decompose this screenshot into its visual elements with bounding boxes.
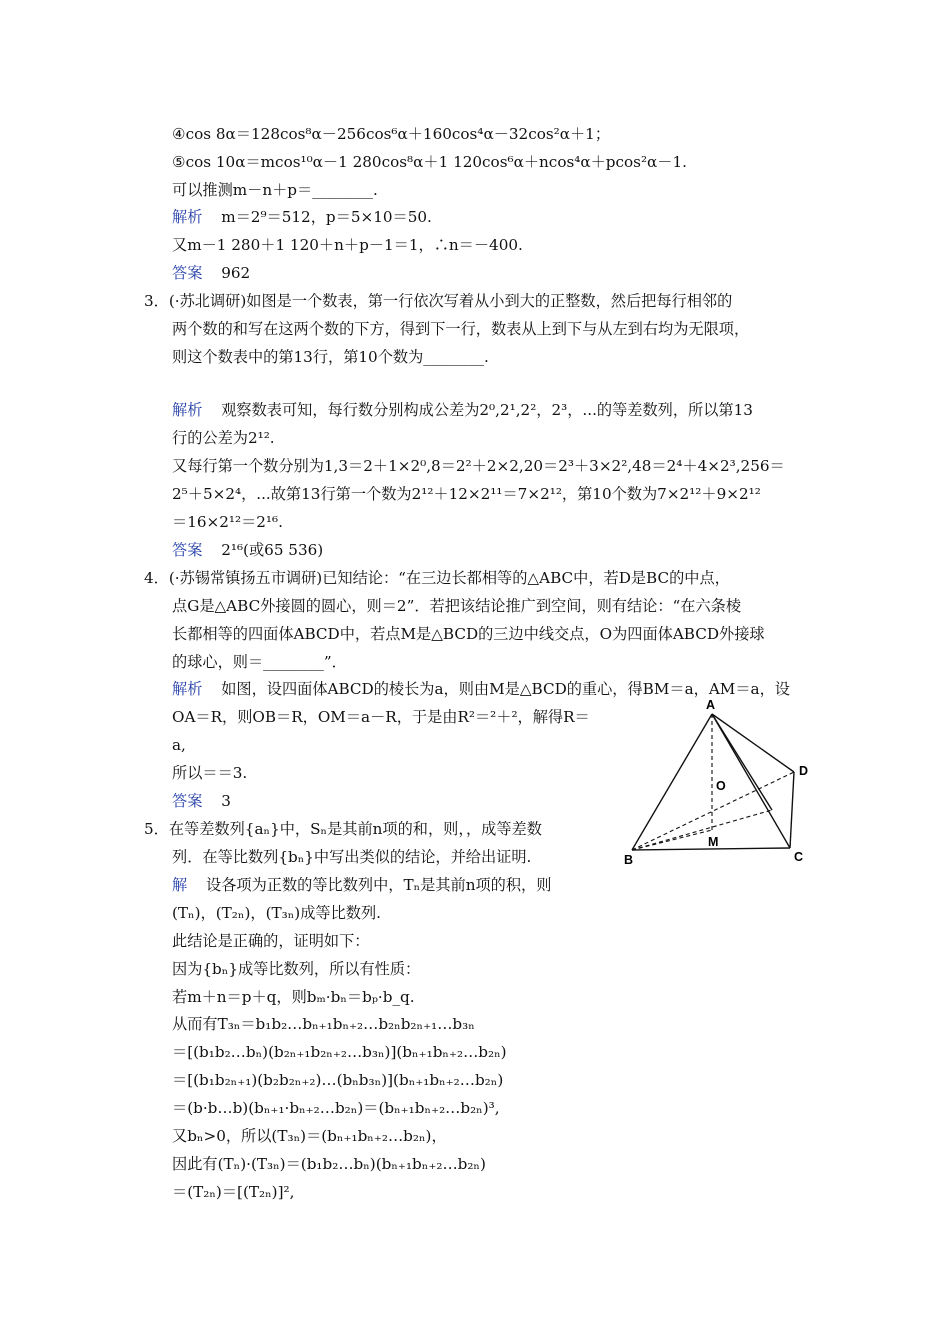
- inference-question: 可以推测m－n＋p＝________.: [172, 181, 378, 199]
- tetrahedron-edges: [632, 714, 794, 850]
- q3-analysis-text: 观察数表可知，每行数分别构成公差为2⁰,2¹,2²，2³，...的等差数列，所以第13: [221, 401, 753, 419]
- q3-analysis-label: 解析: [172, 401, 203, 419]
- q4-analysis-label: 解析: [172, 680, 203, 698]
- analysis-label: 解析: [172, 208, 203, 226]
- vertex-D-label: D: [799, 764, 809, 778]
- point-M-label: M: [708, 835, 719, 849]
- q4-analysis-text: 如图，设四面体ABCD的棱长为a，则由M是△BCD的重心，得BM＝a，AM＝a，设: [221, 680, 790, 698]
- analysis-line: [172, 207, 432, 227]
- vertex-B-label: B: [624, 853, 634, 867]
- q5-solution-text: 设各项为正数的等比数列中，Tₙ是其前n项的积，则: [206, 876, 552, 894]
- q3-answer-text: 2¹⁶(或65 536): [221, 541, 324, 559]
- q4-analysis-line-3: a,: [172, 736, 186, 754]
- q5-solution-label: 解: [172, 876, 188, 894]
- vertex-C-label: C: [794, 850, 804, 864]
- q4-line-2: 点G是△ABC外接圆的圆心，则＝2”．若把该结论推广到空间，则有结论：“在六条棱: [172, 597, 742, 615]
- line-BM: [632, 830, 712, 850]
- q3-analysis-line-1: [172, 400, 753, 420]
- q4-analysis-line-4: 所以＝＝3.: [172, 764, 248, 782]
- q5-solution-line-5: 若m＋n＝p＋q，则bₘ·bₙ＝bₚ·b_q.: [172, 988, 415, 1006]
- q5-solution-line-3: 此结论是正确的，证明如下：: [172, 932, 370, 950]
- formula-line-5: ⑤cos 10α＝mcos¹⁰α－1 280cos⁸α＋1 120cos⁶α＋ncos⁴α＋pcos²α－1.: [172, 153, 687, 171]
- q5-solution-line-8: ＝[(b₁b₂ₙ₊₁)(b₂b₂ₙ₊₂)…(bₙb₃ₙ)](bₙ₊₁bₙ₊₂…b₂ₙ): [172, 1071, 504, 1089]
- q5-solution-line-11: 因此有(Tₙ)·(T₃ₙ)＝(b₁b₂…bₙ)(bₙ₊₁bₙ₊₂…b₂ₙ): [172, 1155, 486, 1173]
- q5-line-1: 5．在等差数列{aₙ}中，Sₙ是其前n项的和，则，，成等差数: [144, 820, 542, 838]
- q3-line-1: 3．(·苏北调研)如图是一个数表，第一行依次写着从小到大的正整数，然后把每行相邻的: [144, 292, 733, 310]
- q4-line-1: 4．(·苏锡常镇扬五市调研)已知结论：“在三边长都相等的△ABC中，若D是BC的中点，: [144, 569, 730, 587]
- edge-AD: [712, 714, 794, 772]
- q5-solution-line-2: (Tₙ)，(T₂ₙ)，(T₃ₙ)成等比数列.: [172, 904, 381, 922]
- q5-solution-line-7: ＝[(b₁b₂…bₙ)(b₂ₙ₊₁b₂ₙ₊₂…b₃ₙ)](bₙ₊₁bₙ₊₂…b₂ₙ): [172, 1043, 507, 1061]
- q5-solution-line-9: ＝(b·b…b)(bₙ₊₁·bₙ₊₂…b₂ₙ)＝(bₙ₊₁bₙ₊₂…b₂ₙ)³,: [172, 1099, 500, 1117]
- q3-analysis-line-2: 行的公差为2¹².: [172, 429, 275, 447]
- q3-line-3: 则这个数表中的第13行，第10个数为________.: [172, 348, 489, 366]
- tetrahedron-figure: [620, 696, 820, 868]
- edge-AB: [632, 714, 712, 850]
- q4-line-3: 长都相等的四面体ABCD中，若点M是△BCD的三边中线交点，O为四面体ABCD外接球: [172, 625, 765, 643]
- formula-line-4: ④cos 8α＝128cos⁸α－256cos⁶α＋160cos⁴α－32cos²α＋1；: [172, 125, 611, 143]
- q5-solution-line-1: [172, 875, 551, 895]
- answer-text: 962: [221, 264, 251, 282]
- q5-line-2: 列．在等比数列{bₙ}中写出类似的结论，并给出证明.: [172, 848, 532, 866]
- q4-analysis-line-2: OA＝R，则OB＝R，OM＝a－R，于是由R²＝²＋²，解得R＝: [172, 708, 590, 726]
- q5-solution-line-4: 因为{bₙ}成等比数列，所以有性质：: [172, 960, 421, 978]
- q5-solution-line-12: ＝(T₂ₙ)＝[(T₂ₙ)]²,: [172, 1183, 295, 1201]
- line-A-mid: [712, 714, 772, 810]
- q3-line-2: 两个数的和写在这两个数的下方，得到下一行，数表从上到下与从左到右均为无限项，: [172, 320, 750, 338]
- q4-answer-text: 3: [221, 792, 231, 810]
- q5-solution-line-10: 又bₙ>0，所以(T₃ₙ)＝(bₙ₊₁bₙ₊₂…b₂ₙ)，: [172, 1127, 447, 1145]
- q3-answer-line: [172, 540, 323, 560]
- q3-answer-label: 答案: [172, 541, 203, 559]
- vertex-A-label: A: [706, 698, 716, 712]
- answer-label: 答案: [172, 264, 203, 282]
- point-O-label: O: [716, 779, 726, 793]
- analysis-line-2: 又m－1 280＋1 120＋n＋p－1＝1，∴n＝－400.: [172, 236, 523, 254]
- q5-solution-line-6: 从而有T₃ₙ＝b₁b₂…bₙ₊₁bₙ₊₂…b₂ₙb₂ₙ₊₁…b₃ₙ: [172, 1015, 475, 1033]
- q3-analysis-line-3: 又每行第一个数分别为1,3＝2＋1×2⁰,8＝2²＋2×2,20＝2³＋3×2²,48＝2⁴＋4×2³,256＝: [172, 457, 785, 475]
- q3-analysis-line-5: ＝16×2¹²＝2¹⁶.: [172, 513, 283, 531]
- q4-answer-line: [172, 791, 231, 811]
- analysis-text: m＝2⁹＝512，p＝5×10＝50.: [221, 208, 432, 226]
- edge-CD: [790, 772, 794, 848]
- q3-analysis-line-4: 2⁵＋5×2⁴，...故第13行第一个数为2¹²＋12×2¹¹＝7×2¹²，第10个数为7×2¹²＋9×2¹²: [172, 485, 761, 503]
- hidden-edges: [632, 714, 794, 850]
- q4-answer-label: 答案: [172, 792, 203, 810]
- q4-line-4: 的球心，则＝________”．: [172, 653, 347, 671]
- answer-line: [172, 263, 250, 283]
